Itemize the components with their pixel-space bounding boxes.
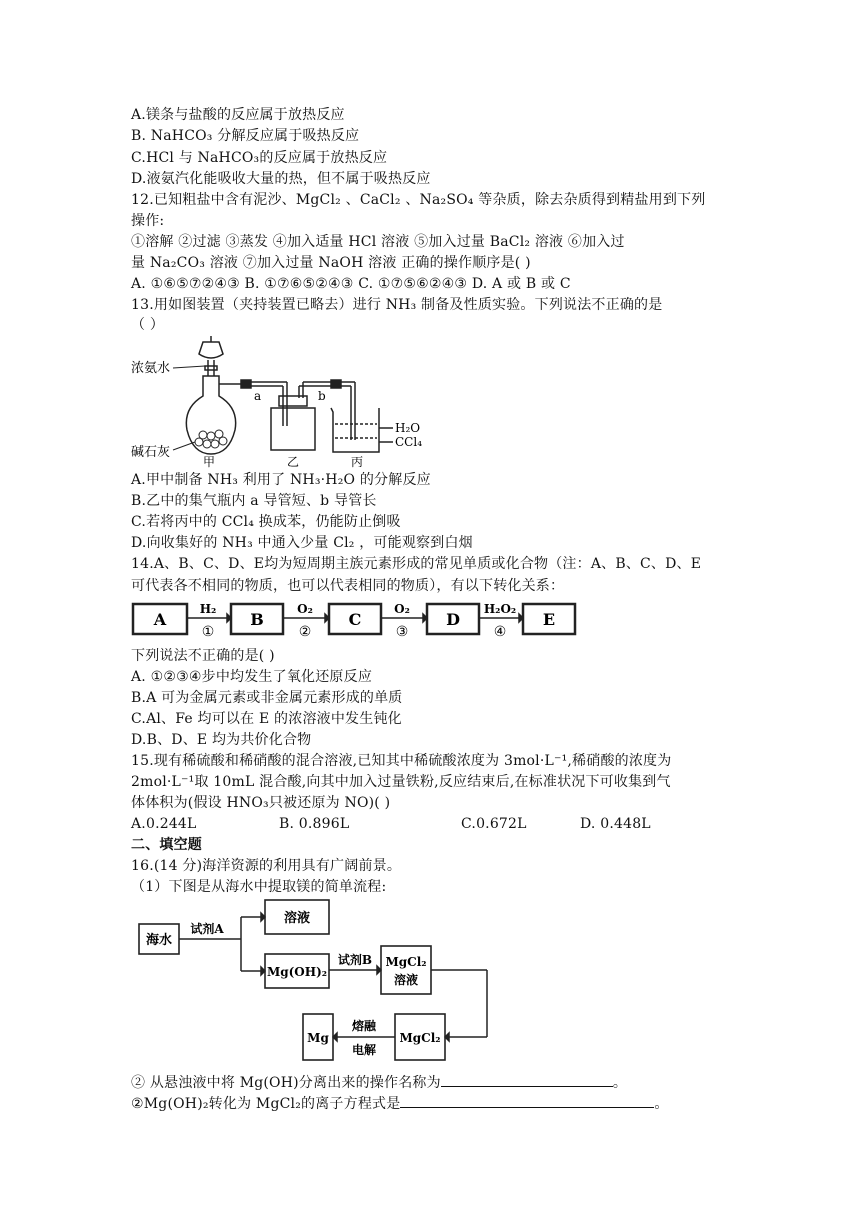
q13-option-d: D.向收集好的 NH₃ 中通入少量 Cl₂ ，可能观察到白烟 — [131, 535, 473, 551]
q11-option-b: B. NaHCO₃ 分解反应属于吸热反应 — [131, 128, 360, 144]
q16-blank-1-prefix: ② 从悬浊液中将 Mg(OH)分离出来的操作名称为 — [131, 1075, 441, 1091]
chain-box-e: E — [542, 610, 556, 629]
answer-blank-1[interactable] — [441, 1072, 613, 1087]
q15-stem-1: 15.现有稀硫酸和稀硝酸的混合溶液,已知其中稀硫酸浓度为 3mol·L⁻¹,稀硝酸的浓度为 — [131, 753, 672, 769]
reagent-4: H₂O₂ — [483, 602, 517, 616]
q16-blank-2-suffix: 。 — [654, 1096, 669, 1112]
flow-mgcl2: MgCl₂ — [399, 1031, 441, 1045]
label-ccl4: CCl₄ — [395, 435, 423, 449]
q12-choices: A. ①⑥⑤⑦②④③ B. ①⑦⑥⑤②④③ C. ①⑦⑤⑥②④③ D. A 或 B 或 C — [131, 276, 571, 292]
answer-blank-2[interactable] — [400, 1093, 654, 1108]
q11-option-d: D.液氨汽化能吸收大量的热，但不属于吸热反应 — [131, 171, 431, 187]
separatory-funnel — [199, 336, 223, 376]
label-ammonia-water: 浓氨水 — [131, 361, 171, 376]
step-2: ② — [298, 624, 312, 640]
label-tube-a: a — [254, 389, 262, 403]
q11-option-a: A.镁条与盐酸的反应属于放热反应 — [131, 107, 345, 123]
q14-option-d: D.B、D、E 均为共价化合物 — [131, 732, 312, 748]
q14-option-c: C.Al、Fe 均可以在 E 的浓溶液中发生钝化 — [131, 711, 402, 727]
step-3: ③ — [395, 624, 409, 640]
flow-seawater: 海水 — [145, 933, 173, 948]
q15-choice-b: B. 0.896L — [279, 816, 350, 832]
q16-blank-1-line — [131, 1072, 627, 1093]
chain-box-b: B — [250, 610, 264, 629]
soda-lime-particles — [195, 430, 227, 448]
q16-blank-2-prefix: ②Mg(OH)₂转化为 MgCl₂的离子方程式是 — [131, 1096, 401, 1112]
q15-stem-2: 2mol·L⁻¹取 10mL 混合酸,向其中加入过量铁粉,反应结束后,在标准状况下可收集到气 — [131, 774, 671, 790]
flow-reagent-a: 试剂A — [190, 922, 224, 936]
reagent-1: H₂ — [199, 602, 217, 616]
flow-mgcl2-solution-2: 溶液 — [393, 973, 419, 987]
mg-extraction-flowchart — [131, 896, 493, 1068]
label-jia: 甲 — [203, 455, 216, 468]
q13-option-a: A.甲中制备 NH₃ 利用了 NH₃·H₂O 的分解反应 — [131, 472, 431, 488]
q15-choice-a: A.0.244L — [131, 816, 197, 832]
q15-stem-3: 体体积为(假设 HNO₃只被还原为 NO)( ) — [131, 795, 391, 811]
q12-stem-2: 操作: — [131, 213, 165, 229]
label-yi: 乙 — [287, 455, 300, 468]
nh3-apparatus-figure — [131, 336, 441, 468]
q15-choice-d: D. 0.448L — [580, 816, 651, 832]
q14-option-b: B.A 可为金属元素或非金属元素形成的单质 — [131, 690, 403, 706]
flow-solution: 溶液 — [283, 911, 311, 926]
chain-box-d: D — [446, 610, 460, 629]
q16-blank-1-suffix: 。 — [612, 1075, 628, 1091]
q14-question: 下列说法不正确的是( ) — [131, 648, 275, 664]
round-flask — [186, 376, 249, 454]
flow-mgoh2: Mg(OH)₂ — [266, 965, 328, 979]
q12-ops-2: 量 Na₂CO₃ 溶液 ⑦加入过量 NaOH 溶液 正确的操作顺序是( ) — [131, 255, 531, 271]
section-heading: 二、填空题 — [131, 837, 202, 853]
q16-blank-2-line — [131, 1093, 669, 1114]
label-h2o: H₂O — [395, 421, 421, 435]
q16-stem: 16.(14 分)海洋资源的利用具有广阔前景。 — [131, 858, 402, 874]
q14-stem-1: 14.A、B、C、D、E均为短周期主族元素形成的常见单质或化合物（注：A、B、C、D、E — [131, 556, 702, 572]
beaker — [331, 408, 393, 452]
reagent-3: O₂ — [394, 602, 410, 616]
q14-option-a: A. ①②③④步中均发生了氧化还原反应 — [131, 669, 373, 685]
flow-mgcl2-solution-1: MgCl₂ — [385, 955, 427, 969]
flow-mg: Mg — [307, 1031, 329, 1045]
q13-stem-2: （ ） — [131, 317, 165, 333]
gas-collecting-bottle — [271, 396, 315, 450]
q13-stem-1: 13.用如图装置（夹持装置已略去）进行 NH₃ 制备及性质实验。下列说法不正确的是 — [131, 297, 663, 313]
label-tube-b: b — [318, 389, 326, 403]
q16-sub1: （1）下图是从海水中提取镁的简单流程: — [131, 879, 387, 895]
step-4: ④ — [493, 624, 507, 640]
conversion-chain-diagram — [131, 598, 577, 642]
q15-choice-c: C.0.672L — [461, 816, 527, 832]
q12-stem-1: 12.已知粗盐中含有泥沙、MgCl₂ 、CaCl₂ 、Na₂SO₄ 等杂质，除去杂质得到精盐用到下列 — [131, 192, 706, 208]
q13-option-c: C.若将丙中的 CCl₄ 换成苯，仍能防止倒吸 — [131, 514, 401, 530]
flow-electrolysis: 电解 — [351, 1043, 377, 1057]
flow-molten: 熔融 — [351, 1019, 377, 1033]
q13-option-b: B.乙中的集气瓶内 a 导管短、b 导管长 — [131, 493, 377, 509]
chain-box-c: C — [348, 610, 362, 629]
label-soda-lime: 碱石灰 — [131, 445, 171, 460]
label-bing: 丙 — [351, 455, 364, 468]
q12-ops-1: ①溶解 ②过滤 ③蒸发 ④加入适量 HCl 溶液 ⑤加入过量 BaCl₂ 溶液 ⑥加入过 — [131, 234, 625, 250]
q14-stem-2: 可代表各不相同的物质，也可以代表相同的物质），有以下转化关系： — [131, 578, 565, 594]
flow-reagent-b: 试剂B — [337, 953, 373, 967]
step-1: ① — [201, 624, 215, 640]
q11-option-c: C.HCl 与 NaHCO₃的反应属于放热反应 — [131, 150, 388, 166]
chain-box-a: A — [153, 610, 167, 629]
reagent-2: O₂ — [297, 602, 313, 616]
